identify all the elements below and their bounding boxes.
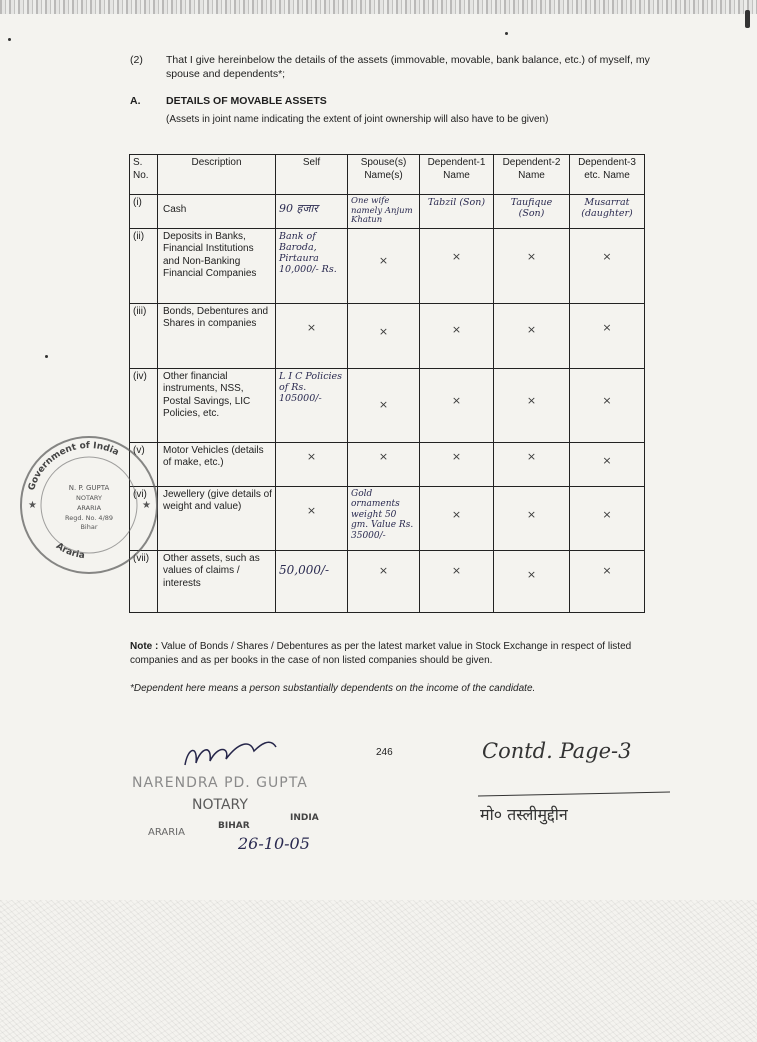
row-sno: (iv) (130, 368, 158, 442)
scan-speck (45, 355, 48, 358)
row-spouse: × (348, 442, 420, 486)
row-self: 50,000/- (276, 550, 348, 612)
row-sno: (v) (130, 442, 158, 486)
row-dependent-1: × (420, 550, 494, 612)
page-number: 246 (376, 747, 393, 758)
notary-name: NARENDRA PD. GUPTA (132, 775, 308, 791)
contd-text: Contd. Page-3 (482, 739, 632, 763)
table-row (130, 368, 645, 442)
row-dependent-3: × (570, 368, 645, 442)
row-dependent-2: × (494, 368, 570, 442)
note-label: Note : (130, 641, 159, 652)
signature-line (478, 792, 670, 796)
row-sno: (vii) (130, 550, 158, 612)
row-spouse: × (348, 550, 420, 612)
seal-star-icon: ★ (142, 500, 151, 511)
notary-state: BIHAR (218, 821, 250, 831)
row-description: Jewellery (give details of weight and value) (158, 486, 276, 550)
row-dependent-2: × (494, 486, 570, 550)
seal-state: Bihar (80, 523, 98, 531)
scan-noise (0, 900, 757, 1042)
table-row (130, 303, 645, 368)
row-dependent-1: × (420, 303, 494, 368)
continued-block (470, 730, 700, 830)
dependent-footnote: *Dependent here means a person substantially dependents on the income of the candidate. (130, 683, 536, 694)
row-self: × (276, 303, 348, 368)
row-sno: (ii) (130, 228, 158, 303)
note-text: Value of Bonds / Shares / Debentures as per the latest market value in Stock Exchange in respect of listed companies and as per books in the case of non listed companies should be given. (130, 641, 632, 666)
table-row (130, 486, 645, 550)
notary-seal (14, 430, 164, 580)
table-row (130, 550, 645, 612)
scan-top-band (0, 0, 757, 14)
table-row (130, 228, 645, 303)
row-dependent-3: × (570, 442, 645, 486)
seal-star-icon: ★ (28, 500, 37, 511)
notary-title: NOTARY (192, 797, 248, 813)
notary-place: ARARIA (148, 827, 185, 838)
row-dependent-1: × (420, 442, 494, 486)
header-sno: S. No. (130, 155, 158, 195)
row-dependent-2: × (494, 442, 570, 486)
seal-bottom-text: Araria (53, 541, 86, 562)
row-description: Bonds, Debentures and Shares in companies (158, 303, 276, 368)
header-description: Description (158, 155, 276, 195)
row-dependent-1: × (420, 486, 494, 550)
declaration-text: That I give hereinbelow the details of the assets (immovable, movable, bank balance, etc.) of myself, my spouse and dependents*; (166, 54, 650, 80)
row-description: Other financial instruments, NSS, Postal Savings, LIC Policies, etc. (158, 368, 276, 442)
row-dependent-3: Musarrat (daughter) (570, 195, 645, 229)
section-letter: A. (130, 95, 141, 107)
row-sno: (i) (130, 195, 158, 229)
row-dependent-2: × (494, 303, 570, 368)
row-spouse: × (348, 228, 420, 303)
row-spouse: × (348, 368, 420, 442)
row-dependent-1: × (420, 228, 494, 303)
row-dependent-1: × (420, 368, 494, 442)
movable-assets-table (129, 154, 645, 613)
row-sno: (iii) (130, 303, 158, 368)
seal-place: ARARIA (76, 504, 102, 512)
scan-speck (8, 38, 11, 41)
seal-regn: Regd. No. 4/89 (64, 514, 114, 522)
row-spouse: Gold ornaments weight 50 gm. Value Rs. 35000/- (348, 486, 420, 550)
row-description: Cash (158, 195, 276, 229)
row-dependent-2: × (494, 228, 570, 303)
row-dependent-1: Tabzil (Son) (420, 195, 494, 229)
header-spouse: Spouse(s) Name(s) (348, 155, 420, 195)
notary-signature (185, 742, 276, 765)
candidate-signature: मो० तस्लीमुद्दीन (480, 805, 568, 824)
notary-date: 26-10-05 (238, 834, 310, 853)
seal-top-text: Government of India (27, 440, 121, 492)
row-spouse: × (348, 303, 420, 368)
row-dependent-2: Taufique (Son) (494, 195, 570, 229)
note-paragraph (130, 640, 650, 668)
header-dependent-2: Dependent-2 Name (494, 155, 570, 195)
scan-speck (505, 32, 508, 35)
seal-title: NOTARY (76, 494, 102, 502)
header-dependent-3: Dependent-3 etc. Name (570, 155, 645, 195)
table-header-row (130, 155, 645, 195)
row-spouse: One wife namely Anjum Khatun (348, 195, 420, 229)
section-subnote: (Assets in joint name indicating the extent of joint ownership will also have to be given) (166, 114, 549, 125)
row-self: L I C Policies of Rs. 105000/- (276, 368, 348, 442)
declaration-number: (2) (130, 54, 143, 66)
row-description: Deposits in Banks, Financial Institutions and Non-Banking Financial Companies (158, 228, 276, 303)
table-row (130, 195, 645, 229)
row-dependent-3: × (570, 486, 645, 550)
row-self: 90 हजार (276, 195, 348, 229)
row-dependent-2: × (494, 550, 570, 612)
header-self: Self (276, 155, 348, 195)
row-sno: (vi) (130, 486, 158, 550)
notary-country: INDIA (290, 813, 319, 823)
row-self: Bank of Baroda, Pirtaura 10,000/- Rs. (276, 228, 348, 303)
row-self: × (276, 486, 348, 550)
row-self: × (276, 442, 348, 486)
section-title: DETAILS OF MOVABLE ASSETS (166, 95, 327, 107)
header-dependent-1: Dependent-1 Name (420, 155, 494, 195)
seal-name: N. P. GUPTA (68, 484, 110, 492)
row-description: Other assets, such as values of claims / interests (158, 550, 276, 612)
notary-signature-block (130, 725, 380, 855)
row-dependent-3: × (570, 550, 645, 612)
table-row (130, 442, 645, 486)
row-dependent-3: × (570, 228, 645, 303)
row-dependent-3: × (570, 303, 645, 368)
scan-speck (745, 10, 750, 28)
row-description: Motor Vehicles (details of make, etc.) (158, 442, 276, 486)
